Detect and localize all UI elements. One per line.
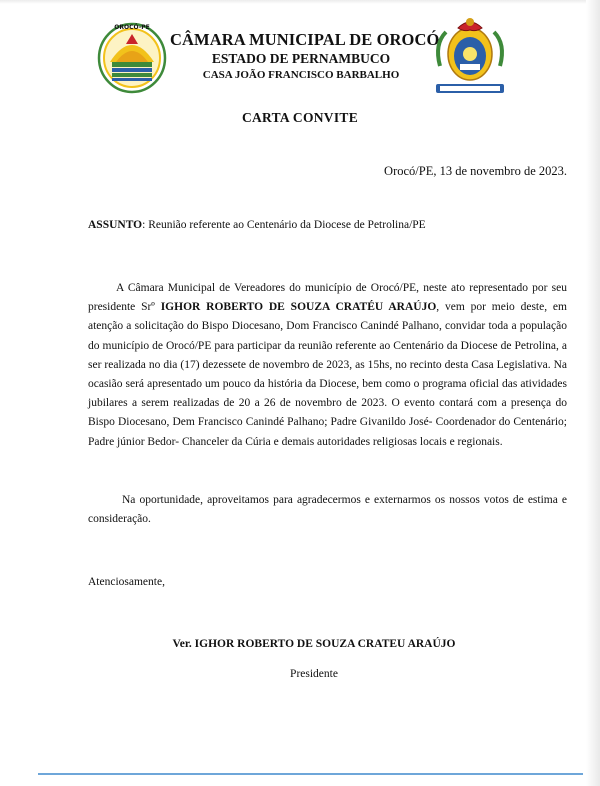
body-intro: A Câmara Municipal de Vereadores do município de Orocó/PE, neste ato representado por seu presidente Srº	[88, 282, 567, 314]
logo-left-caption: OROCÓ-PE	[114, 24, 150, 31]
document-title: CARTA CONVITE	[241, 110, 359, 125]
municipal-logo	[96, 18, 168, 96]
chamber-title: CÂMARA MUNICIPAL DE OROCÓ	[170, 30, 440, 49]
state-name: ESTADO DE PERNAMBUCO	[211, 51, 391, 66]
date-line: Orocó/PE, 13 de novembro de 2023.	[384, 164, 567, 178]
footer-rule	[38, 773, 583, 775]
regards: Atenciosamente,	[88, 576, 165, 588]
page-top-shadow	[0, 0, 600, 4]
subject-text: : Reunião referente ao Centenário da Diocese de Petrolina/PE	[142, 219, 426, 231]
signer-name: Ver. IGHOR ROBERTO DE SOUZA CRATEU ARAÚJO	[172, 638, 456, 650]
house-name: CASA JOÃO FRANCISCO BARBALHO	[202, 69, 400, 81]
subject-line	[88, 219, 568, 231]
state-coat-of-arms	[430, 14, 510, 96]
body-main: , vem por meio deste, em atenção a solicitação do Bispo Diocesano, Dom Francisco Canindé Palhano, convidar toda a população do município de Orocó/PE para participar da reunião referente ao Centenário da Diocese de Petrolina, a ser realizada no dia (17) dezessete de novembro de 2023, as 15hs, no recinto desta Casa Legislativa. Na ocasião será apresentado um pouco da história da Diocese, bem como o programa oficial das atividades jubilares a serem realizadas de 20 a 26 de novembro de 2023. O evento contará com a presença do Bispo Diocesano, Dem Francisco Canindé Palhano; Padre Givanildo José- Coordenador do Centenário; Padre júnior Bedor- Chanceler da Cúria e demais autoridades religiosas locais e regionais.	[88, 301, 567, 448]
subject-label: ASSUNTO	[88, 219, 143, 231]
letter-body	[88, 279, 567, 452]
letterhead	[170, 30, 440, 83]
closing-paragraph: Na oportunidade, aproveitamos para agradecermos e externarmos os nossos votos de estima e consideração.	[88, 494, 567, 526]
president-name: IGHOR ROBERTO DE SOUZA CRATÉU ARAÚJO	[160, 301, 437, 314]
signer-role: Presidente	[290, 668, 338, 680]
